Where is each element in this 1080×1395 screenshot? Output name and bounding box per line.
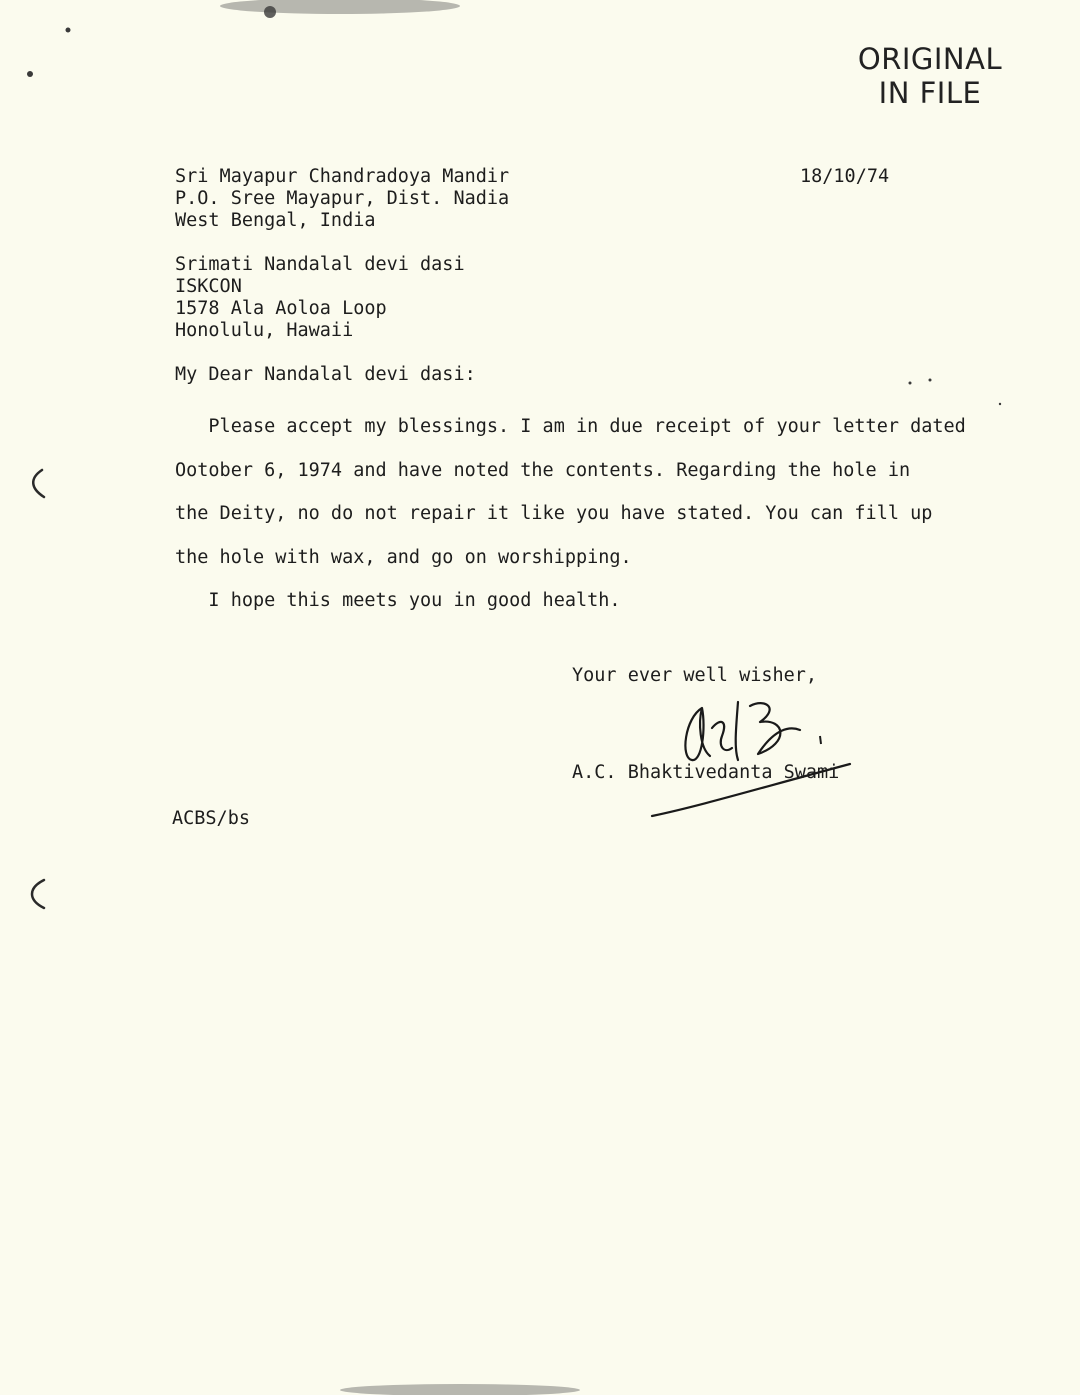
signer-name: A.C. Bhaktivedanta Swami <box>572 762 840 783</box>
body-line-4: the hole with wax, and go on worshipping. <box>175 546 632 568</box>
body-line-3: the Deity, no do not repair it like you have stated. You can fill up <box>175 503 933 524</box>
stamp-line-2: IN FILE <box>878 76 982 110</box>
stamp-line-1: ORIGINAL <box>857 42 1003 76</box>
recipient-line-3: 1578 Ala Aoloa Loop <box>175 298 387 319</box>
closing: Your ever well wisher, <box>572 665 818 686</box>
body-line-1: Please accept my blessings. I am in due receipt of your letter dated <box>175 416 966 437</box>
sender-line-3: West Bengal, India <box>175 210 376 231</box>
recipient-line-4: Honolulu, Hawaii <box>175 320 354 341</box>
sender-line-2: P.O. Sree Mayapur, Dist. Nadia <box>175 188 510 209</box>
letter-date: 18/10/74 <box>800 166 890 187</box>
body-line-2: Ootober 6, 1974 and have noted the contents. Regarding the hole in <box>175 459 911 481</box>
reference-initials: ACBS/bs <box>172 808 250 829</box>
recipient-line-2: ISKCON <box>175 276 242 297</box>
sender-line-1: Sri Mayapur Chandradoya Mandir <box>175 166 510 187</box>
body-line-5: I hope this meets you in good health. <box>175 590 621 611</box>
salutation: My Dear Nandalal devi dasi: <box>175 364 476 385</box>
recipient-line-1: Srimati Nandalal devi dasi <box>175 254 465 275</box>
